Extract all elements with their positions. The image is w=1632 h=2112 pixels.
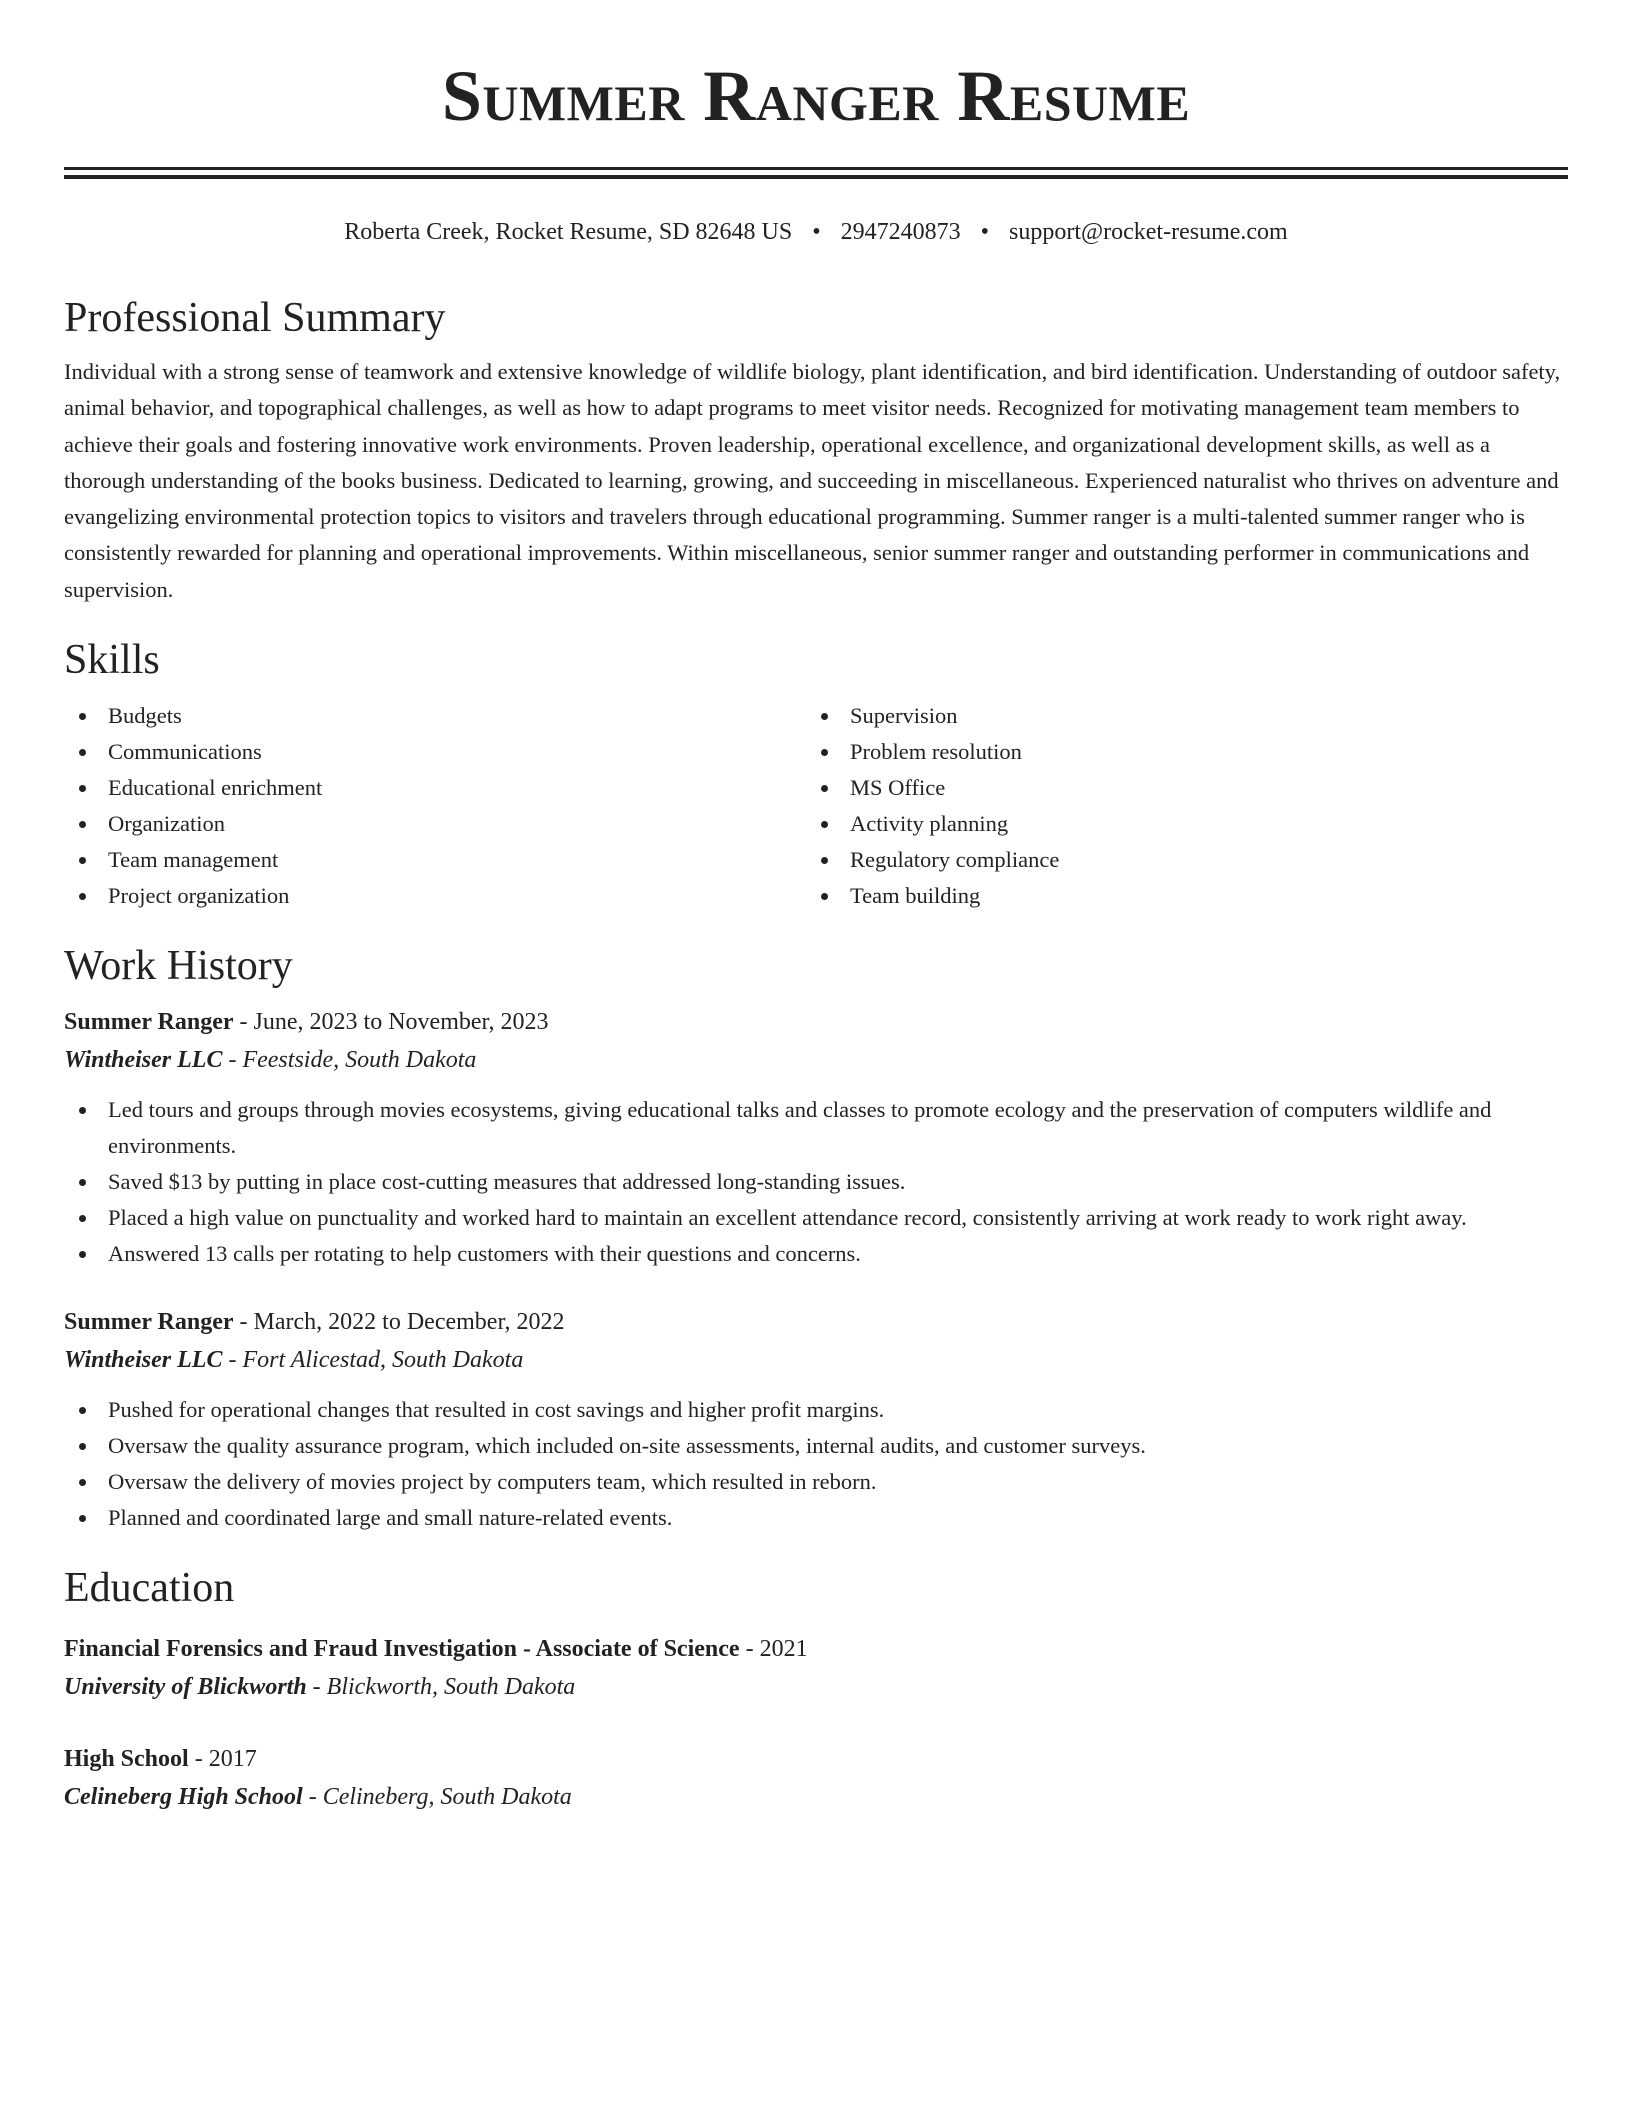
employer-location: Fort Alicestad, South Dakota — [242, 1347, 524, 1374]
skill-item: Communications — [64, 734, 806, 770]
dash: - — [233, 1309, 254, 1336]
employer-location: Feestside, South Dakota — [242, 1047, 477, 1074]
dash: - — [739, 1636, 760, 1663]
skill-item: Problem resolution — [806, 734, 1548, 770]
job-duty-item: Answered 13 calls per rotating to help customers with their questions and concerns. — [64, 1236, 1568, 1272]
job-title-line — [64, 1004, 1568, 1040]
job-title: Summer Ranger — [64, 1009, 234, 1036]
skill-item: Regulatory compliance — [806, 842, 1548, 878]
education-section — [64, 1560, 1568, 1816]
contact-separator: • — [812, 219, 821, 245]
institution-location: Blickworth, South Dakota — [326, 1674, 576, 1701]
institution-name: University of Blickworth — [64, 1674, 307, 1701]
skill-item: Organization — [64, 806, 806, 842]
contact-line — [64, 214, 1568, 250]
skill-item: MS Office — [806, 770, 1548, 806]
skill-item: Activity planning — [806, 806, 1548, 842]
skills-columns — [64, 698, 1568, 914]
job-title: Summer Ranger — [64, 1309, 234, 1336]
summary-text: Individual with a strong sense of teamwork and extensive knowledge of wildlife biology, plant identification, and bird identification. Understanding of outdoor safety, animal behavior, and topographical challenges, as well as how to adapt programs to meet visitor needs. Recognized for motivating management team members to achieve their goals and fostering innovative work environments. Proven leadership, operational excellence, and organizational development skills, as well as a thorough understanding of the books business. Dedicated to learning, growing, and succeeding in miscellaneous. Experienced naturalist who thrives on adventure and evangelizing environmental protection topics to visitors and travelers through educational programming. Summer ranger is a multi-talented summer ranger who is consistently rewarded for planning and operational improvements. Within miscellaneous, senior summer ranger and outstanding performer in communications and supervision. — [64, 359, 1561, 602]
degree-line — [64, 1630, 1568, 1668]
dash: - — [222, 1347, 243, 1374]
skill-item: Project organization — [64, 878, 806, 914]
contact-phone: 2947240873 — [840, 219, 961, 245]
degree-name: Financial Forensics and Fraud Investigation - Associate of Science — [64, 1636, 740, 1663]
section-heading-summary: Professional Summary — [64, 295, 446, 341]
job-duties — [64, 1092, 1568, 1272]
dash: - — [222, 1047, 243, 1074]
institution-name: Celineberg High School — [64, 1784, 303, 1811]
dash: - — [188, 1746, 209, 1773]
contact-address: Roberta Creek, Rocket Resume, SD 82648 US — [344, 219, 793, 245]
skills-column-left — [64, 698, 806, 914]
degree-year: 2021 — [759, 1636, 808, 1663]
resume-page — [64, 0, 1568, 1811]
work-history-section — [64, 938, 1568, 1536]
skill-item: Team management — [64, 842, 806, 878]
job-duties — [64, 1392, 1568, 1536]
job-duty-item: Oversaw the delivery of movies project by computers team, which resulted in reborn. — [64, 1464, 1568, 1500]
contact-email: support@rocket-resume.com — [1009, 219, 1288, 245]
skills-section — [64, 632, 1568, 914]
skill-item: Educational enrichment — [64, 770, 806, 806]
degree-line — [64, 1740, 1568, 1778]
job-duty-item: Saved $13 by putting in place cost-cutting measures that addressed long-standing issues. — [64, 1164, 1568, 1200]
contact-separator: • — [980, 219, 990, 245]
section-heading-work-history: Work History — [64, 943, 293, 990]
institution-line — [64, 1668, 1568, 1706]
job-dates: March, 2022 to December, 2022 — [253, 1309, 565, 1336]
section-heading-skills: Skills — [64, 637, 160, 684]
employer-line — [64, 1040, 1568, 1080]
skill-item: Team building — [806, 878, 1548, 914]
skill-item: Supervision — [806, 698, 1548, 734]
education-entry — [64, 1630, 1568, 1706]
resume-content — [64, 290, 1568, 1816]
section-heading-education: Education — [64, 1565, 235, 1612]
dash: - — [233, 1009, 254, 1036]
degree-name: High School — [64, 1746, 189, 1773]
job-entry — [64, 1304, 1568, 1536]
job-title-line — [64, 1304, 1568, 1340]
header-rule-bottom — [64, 175, 1568, 179]
skills-column-right — [806, 698, 1548, 914]
skill-item: Budgets — [64, 698, 806, 734]
header-rule-top — [64, 167, 1568, 170]
employer-name: Wintheiser LLC — [64, 1047, 223, 1074]
resume-title: Summer Ranger Resume — [441, 56, 1191, 136]
job-duty-item: Oversaw the quality assurance program, which included on-site assessments, internal audits, and customer surveys. — [64, 1428, 1568, 1464]
job-duty-item: Planned and coordinated large and small nature-related events. — [64, 1500, 1568, 1536]
dash: - — [302, 1784, 323, 1811]
job-entry — [64, 1004, 1568, 1272]
employer-line — [64, 1340, 1568, 1380]
job-duty-item: Pushed for operational changes that resulted in cost savings and higher profit margins. — [64, 1392, 1568, 1428]
summary-section — [64, 290, 1568, 608]
dash: - — [306, 1674, 327, 1701]
education-entry — [64, 1740, 1568, 1816]
employer-name: Wintheiser LLC — [64, 1347, 223, 1374]
institution-line — [64, 1778, 1568, 1816]
institution-location: Celineberg, South Dakota — [322, 1784, 572, 1811]
job-duty-item: Placed a high value on punctuality and worked hard to maintain an excellent attendance record, consistently arriving at work ready to work right away. — [64, 1200, 1568, 1236]
job-duty-item: Led tours and groups through movies ecosystems, giving educational talks and classes to promote ecology and the preservation of computers wildlife and environments. — [64, 1092, 1568, 1164]
job-dates: June, 2023 to November, 2023 — [253, 1009, 549, 1036]
degree-year: 2017 — [208, 1746, 257, 1773]
